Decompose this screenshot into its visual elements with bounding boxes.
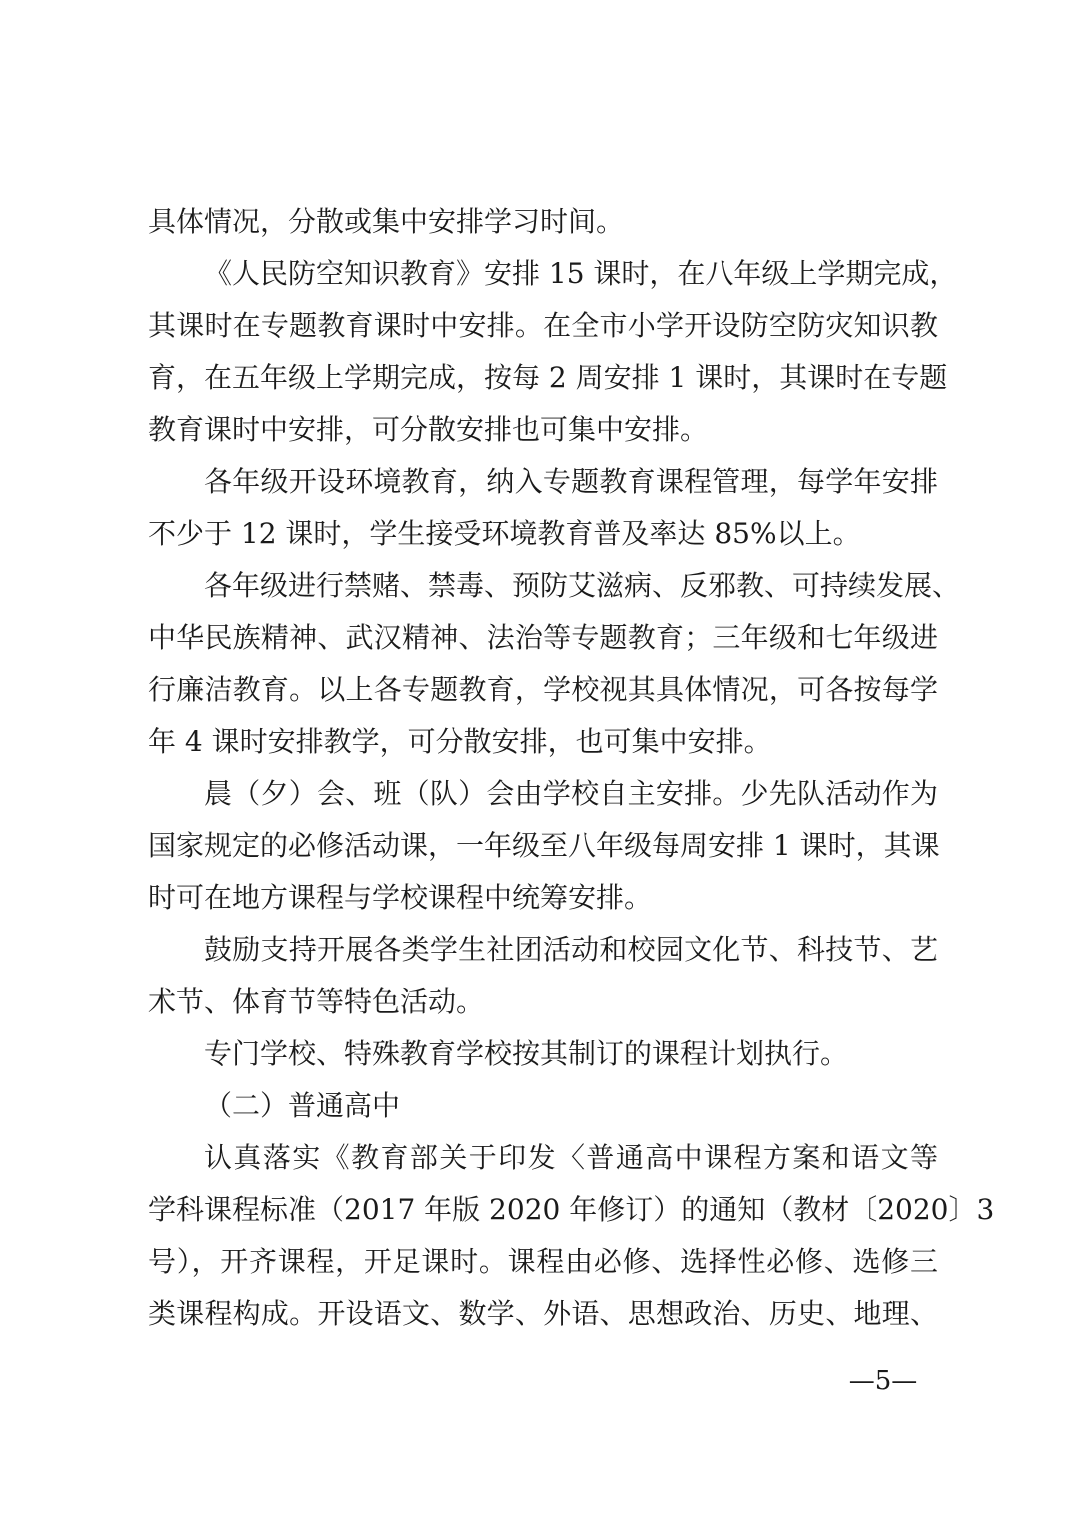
paragraph-line: 各年级进行禁赌、禁毒、预防艾滋病、反邪教、可持续发展、 [204,569,961,602]
paragraph-line: 年 4 课时安排教学，可分散安排，也可集中安排。 [148,725,772,758]
paragraph-line: 《人民防空知识教育》安排 15 课时，在八年级上学期完成， [204,257,958,290]
paragraph-line: 行廉洁教育。以上各专题教育，学校视其具体情况，可各按每学 [148,673,938,706]
paragraph-line: 教育课时中安排，可分散安排也可集中安排。 [148,413,709,446]
paragraph-line: 认真落实《教育部关于印发〈普通高中课程方案和语文等 [204,1141,938,1174]
paragraph-line: 学科课程标准（2017 年版 2020 年修订）的通知（教材〔2020〕3 [148,1193,995,1226]
paragraph-line: 具体情况，分散或集中安排学习时间。 [148,205,625,238]
paragraph-line: 晨（夕）会、班（队）会由学校自主安排。少先队活动作为 [204,777,938,810]
paragraph-line: 育，在五年级上学期完成，按每 2 周安排 1 课时，其课时在专题 [148,361,948,394]
paragraph-line: 专门学校、特殊教育学校按其制订的课程计划执行。 [204,1037,849,1070]
paragraph-line: 鼓励支持开展各类学生社团活动和校园文化节、科技节、艺 [204,933,938,966]
paragraph-line: 其课时在专题教育课时中安排。在全市小学开设防空防灾知识教 [148,309,938,342]
paragraph-line: 国家规定的必修活动课，一年级至八年级每周安排 1 课时，其课 [148,829,940,862]
section-heading: （二）普通高中 [204,1089,401,1122]
paragraph-line: 不少于 12 课时，学生接受环境教育普及率达 85%以上。 [148,517,861,550]
paragraph-line: 号），开齐课程，开足课时。课程由必修、选择性必修、选修三 [148,1245,938,1278]
page-number: —5— [848,1366,918,1396]
paragraph-line: 各年级开设环境教育，纳入专题教育课程管理，每学年安排 [204,465,938,498]
document-body [148,196,995,1340]
paragraph-line: 类课程构成。开设语文、数学、外语、思想政治、历史、地理、 [148,1297,938,1330]
paragraph-line: 术节、体育节等特色活动。 [148,985,485,1018]
paragraph-line: 时可在地方课程与学校课程中统筹安排。 [148,881,653,914]
paragraph-line: 中华民族精神、武汉精神、法治等专题教育；三年级和七年级进 [148,621,938,654]
